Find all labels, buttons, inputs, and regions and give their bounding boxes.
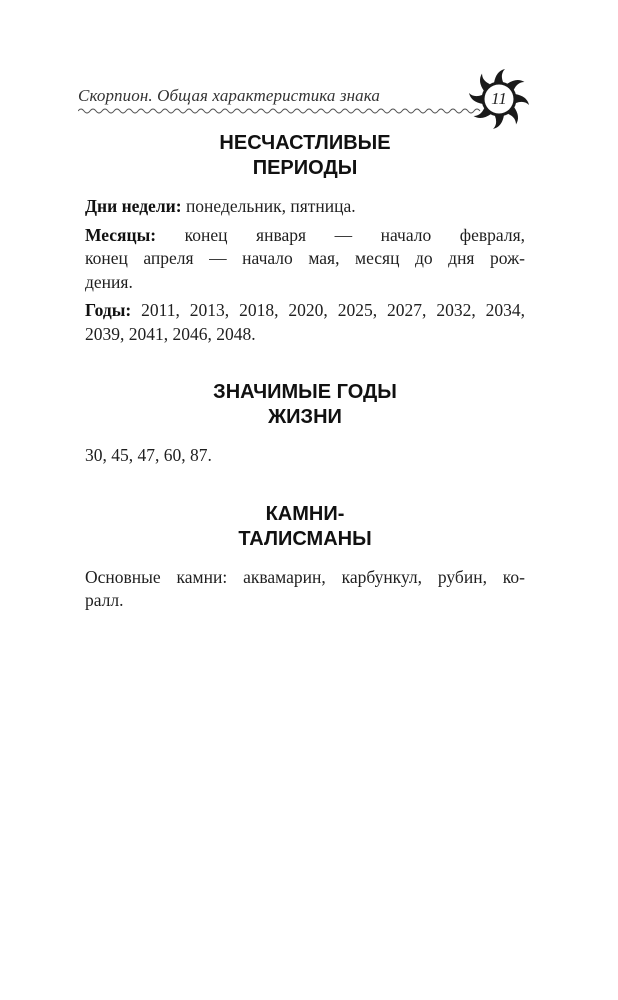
months-text-line: конец января — начало февраля, (184, 224, 525, 245)
page-content (85, 127, 525, 613)
months-paragraph (85, 224, 525, 295)
talisman-stones-text (85, 566, 525, 613)
heading-line: ПЕРИОДЫ (252, 157, 358, 179)
weekdays-text: понедельник, пятница. (185, 196, 356, 216)
section-heading-unlucky-periods (85, 131, 525, 181)
months-text-line: конец апреля — начало мая, месяц до дня рож- (85, 248, 525, 268)
years-text-line: 2039, 2041, 2046, 2048. (85, 323, 256, 344)
stones-text-line: ралл. (85, 590, 124, 610)
years-text-line: 2011, 2013, 2018, 2020, 2025, 2027, 2032, 2034, (141, 300, 525, 320)
heading-line: КАМНИ- (265, 502, 345, 525)
section-heading-talisman-stones (85, 502, 525, 552)
section-heading-significant-years (85, 380, 525, 430)
stones-text-line: Основные камни: аквамарин, карбункул, рубин, ко- (85, 566, 525, 587)
heading-line: ТАЛИСМАНЫ (238, 527, 372, 550)
heading-line: НЕСЧАСТЛИВЫЕ (219, 132, 391, 154)
significant-years-text: 30, 45, 47, 60, 87. (85, 445, 212, 465)
months-text-line: дения. (85, 271, 133, 292)
years-label: Годы: (85, 300, 132, 320)
weekdays-paragraph (85, 195, 525, 219)
page-number: 11 (491, 89, 507, 108)
years-paragraph (85, 299, 525, 346)
months-label: Месяцы: (85, 224, 157, 245)
running-head-title: Скорпион. Общая характеристика знака (78, 86, 380, 105)
heading-line: ЗНАЧИМЫЕ ГОДЫ (213, 381, 397, 403)
weekdays-label: Дни недели: (85, 196, 182, 216)
heading-line: ЖИЗНИ (268, 406, 342, 428)
running-head-rule (78, 106, 482, 116)
